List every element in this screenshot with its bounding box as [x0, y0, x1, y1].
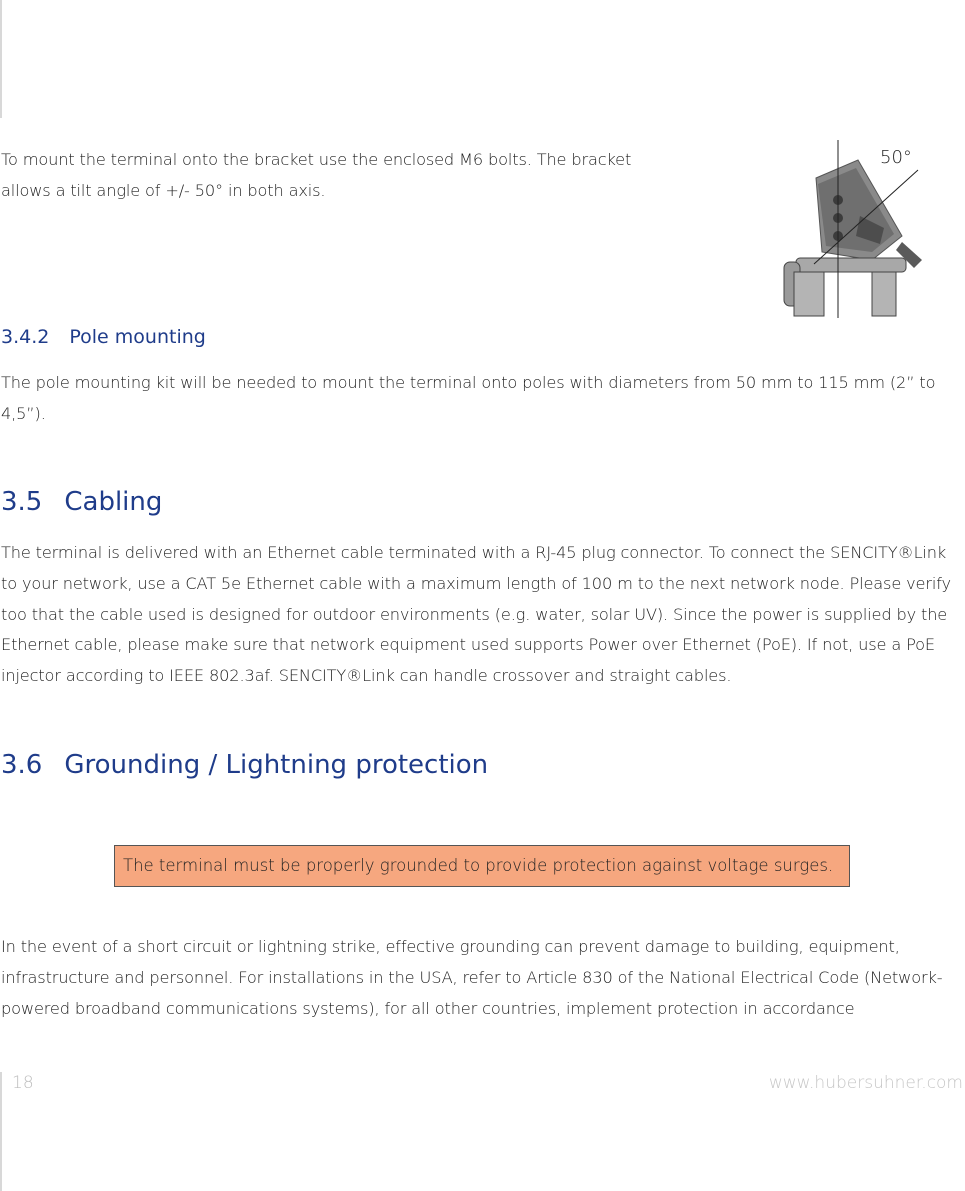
section-heading-pole-mounting: [1, 326, 206, 348]
intro-paragraph: To mount the terminal onto the bracket use the enclosed M6 bolts. The bracket allows a tilt angle of +/- 50° in both axis.: [1, 150, 632, 200]
section-number: 3.6: [1, 750, 43, 780]
section-heading-grounding: [1, 750, 488, 780]
cabling-paragraph: The terminal is delivered with an Ethernet cable terminated with a RJ-45 plug connector. To connect the SENCITY®Link to your network, use a CAT 5e Ethernet cable with a maximum length of 100 m to the next network node. Please verify too that the cable used is designed for outdoor environments (e.g. water, solar UV). Since the power is supplied by the Ethernet cable, please make sure that network equipment used supports Power over Ethernet (PoE). If not, use a PoE injector according to IEEE 802.3af. SENCITY®Link can handle crossover and straight cables.: [1, 543, 951, 686]
section-number: 3.4.2: [1, 326, 50, 348]
footer-url[interactable]: www.hubersuhner.com: [768, 1073, 963, 1093]
margin-bar-top: [0, 0, 2, 118]
section-number: 3.5: [1, 487, 43, 517]
section-title: Pole mounting: [69, 326, 206, 348]
margin-bar-bottom: [0, 1072, 2, 1191]
tilt-angle-label: 50°: [880, 147, 912, 168]
section-heading-cabling: [1, 487, 162, 517]
grounding-warning-box: The terminal must be properly grounded to provide protection against voltage surges.: [114, 845, 850, 887]
pole-mounting-paragraph: The pole mounting kit will be needed to mount the terminal onto poles with diameters from 50 mm to 115 mm (2” to 4,5”).: [1, 373, 936, 423]
section-title: Cabling: [64, 487, 163, 517]
page-number: 18: [12, 1073, 34, 1093]
section-title: Grounding / Lightning protection: [64, 750, 489, 780]
grounding-paragraph: In the event of a short circuit or lightning strike, effective grounding can prevent damage to building, equipment, infrastructure and personnel. For installations in the USA, refer to Article 830 of the National Electrical Code (Network-powered broadband communications systems), for all other countries, implement protection in accordance: [1, 937, 943, 1018]
